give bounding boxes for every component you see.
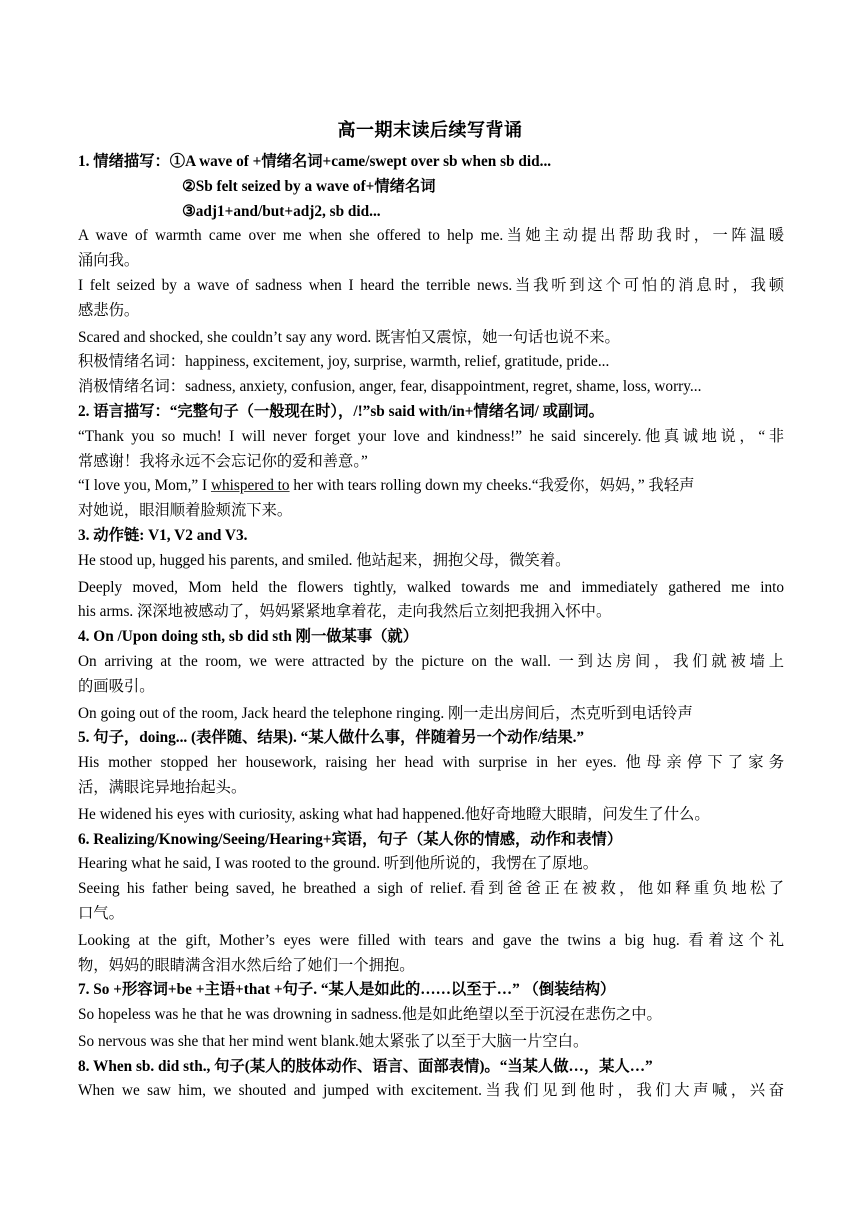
section-heading-1-pattern-3: ③adj1+and/but+adj2, sb did...: [182, 202, 381, 220]
example-line: 活，满眼诧异地抬起头。: [78, 778, 247, 796]
section-heading-5: 5. 句子，doing... (表伴随、结果). “某人做什么事，伴随着另一个动作/结果.”: [78, 729, 585, 747]
example-line: He widened his eyes with curiosity, asking what had happened.他好奇地瞪大眼睛，问发生了什么。: [78, 805, 710, 823]
section-heading-4: 4. On /Upon doing sth, sb did sth 刚一做某事（就）: [78, 628, 419, 646]
example-line: 口气。: [78, 904, 124, 922]
example-line: [78, 474, 784, 499]
section-heading-7: 7. So +形容词+be +主语+that +句子. “某人是如此的……以至于…” （倒装结构）: [78, 981, 616, 999]
example-line: A wave of warmth came over me when she offered to help me.当她主动提出帮助我时，一阵温暖: [78, 227, 784, 245]
underlined-phrase: whispered to: [210, 477, 290, 495]
section-heading-6: 6. Realizing/Knowing/Seeing/Hearing+宾语，句子（某人你的情感，动作和表情）: [78, 830, 623, 848]
section-heading-1-pattern-2: ②Sb felt seized by a wave of+情绪名词: [182, 177, 436, 195]
example-line: On arriving at the room, we were attracted by the picture on the wall. 一到达房间，我们就被墙上: [78, 652, 784, 670]
section-heading-8: 8. When sb. did sth., 句子(某人的肢体动作、语言、面部表情)。“当某人做…，某人…”: [78, 1057, 653, 1075]
example-line: 的画吸引。: [78, 677, 155, 695]
example-line: His mother stopped her housework, raising her head with surprise in her eyes. 他母亲停下了家务: [78, 754, 784, 772]
example-text: her with tears rolling down my cheeks.“我爱你，妈妈，” 我轻声: [289, 477, 695, 495]
example-line: 物，妈妈的眼睛满含泪水然后给了她们一个拥抱。: [78, 956, 415, 974]
example-line: 感悲伤。: [78, 301, 140, 319]
example-line: He stood up, hugged his parents, and smiled. 他站起来，拥抱父母，微笑着。: [78, 551, 571, 569]
example-line: On going out of the room, Jack heard the telephone ringing. 刚一走出房间后，杰克听到电话铃声: [78, 704, 693, 722]
example-line: his arms. 深深地被感动了，妈妈紧紧地拿着花，走向我然后立刻把我拥入怀中。: [78, 603, 612, 621]
example-line: When we saw him, we shouted and jumped with excitement.当我们见到他时，我们大声喊，兴奋: [78, 1082, 784, 1100]
section-heading-1: 1. 情绪描写：①A wave of +情绪名词+came/swept over sb when sb did...: [78, 153, 552, 170]
example-line: 对她说，眼泪顺着脸颊流下来。: [78, 502, 293, 520]
example-line: I felt seized by a wave of sadness when I heard the terrible news.当我听到这个可怕的消息时，我顿: [78, 276, 784, 294]
example-text: “I love you, Mom,” I: [78, 477, 211, 495]
example-line: Looking at the gift, Mother’s eyes were filled with tears and gave the twins a big hug. 看着这个礼: [78, 931, 784, 949]
document-body: [78, 150, 784, 1104]
example-line: “Thank you so much! I will never forget your love and kindness!” he said sincerely.他真诚地说，“非: [78, 427, 784, 445]
page-title: 高一期末读后续写背诵: [337, 120, 523, 140]
example-line: Hearing what he said, I was rooted to the ground. 听到他所说的，我愣在了原地。: [78, 855, 599, 873]
negative-emotion-nouns: 消极情绪名词：sadness, anxiety, confusion, anger, fear, disappointment, regret, shame, loss, worry...: [78, 378, 702, 396]
example-line: So nervous was she that her mind went blank.她太紧张了以至于大脑一片空白。: [78, 1032, 589, 1050]
positive-emotion-nouns: 积极情绪名词：happiness, excitement, joy, surprise, warmth, relief, gratitude, pride...: [78, 353, 610, 371]
example-line: 涌向我。: [78, 252, 140, 270]
example-line: Deeply moved, Mom held the flowers tightly, walked towards me and immediately gathered me into: [78, 578, 784, 596]
example-line: 常感谢！我将永远不会忘记你的爱和善意。”: [78, 452, 368, 470]
example-line: Seeing his father being saved, he breathed a sigh of relief.看到爸爸正在被救，他如释重负地松了: [78, 880, 784, 898]
section-heading-3: 3. 动作链: V1, V2 and V3.: [78, 526, 248, 544]
section-heading-2: 2. 语言描写：“完整句子（一般现在时），/!”sb said with/in+情绪名词/ 或副词。: [78, 402, 604, 420]
example-line: So hopeless was he that he was drowning in sadness.他是如此绝望以至于沉浸在悲伤之中。: [78, 1006, 662, 1024]
example-line: Scared and shocked, she couldn’t say any word. 既害怕又震惊，她一句话也说不来。: [78, 328, 620, 346]
